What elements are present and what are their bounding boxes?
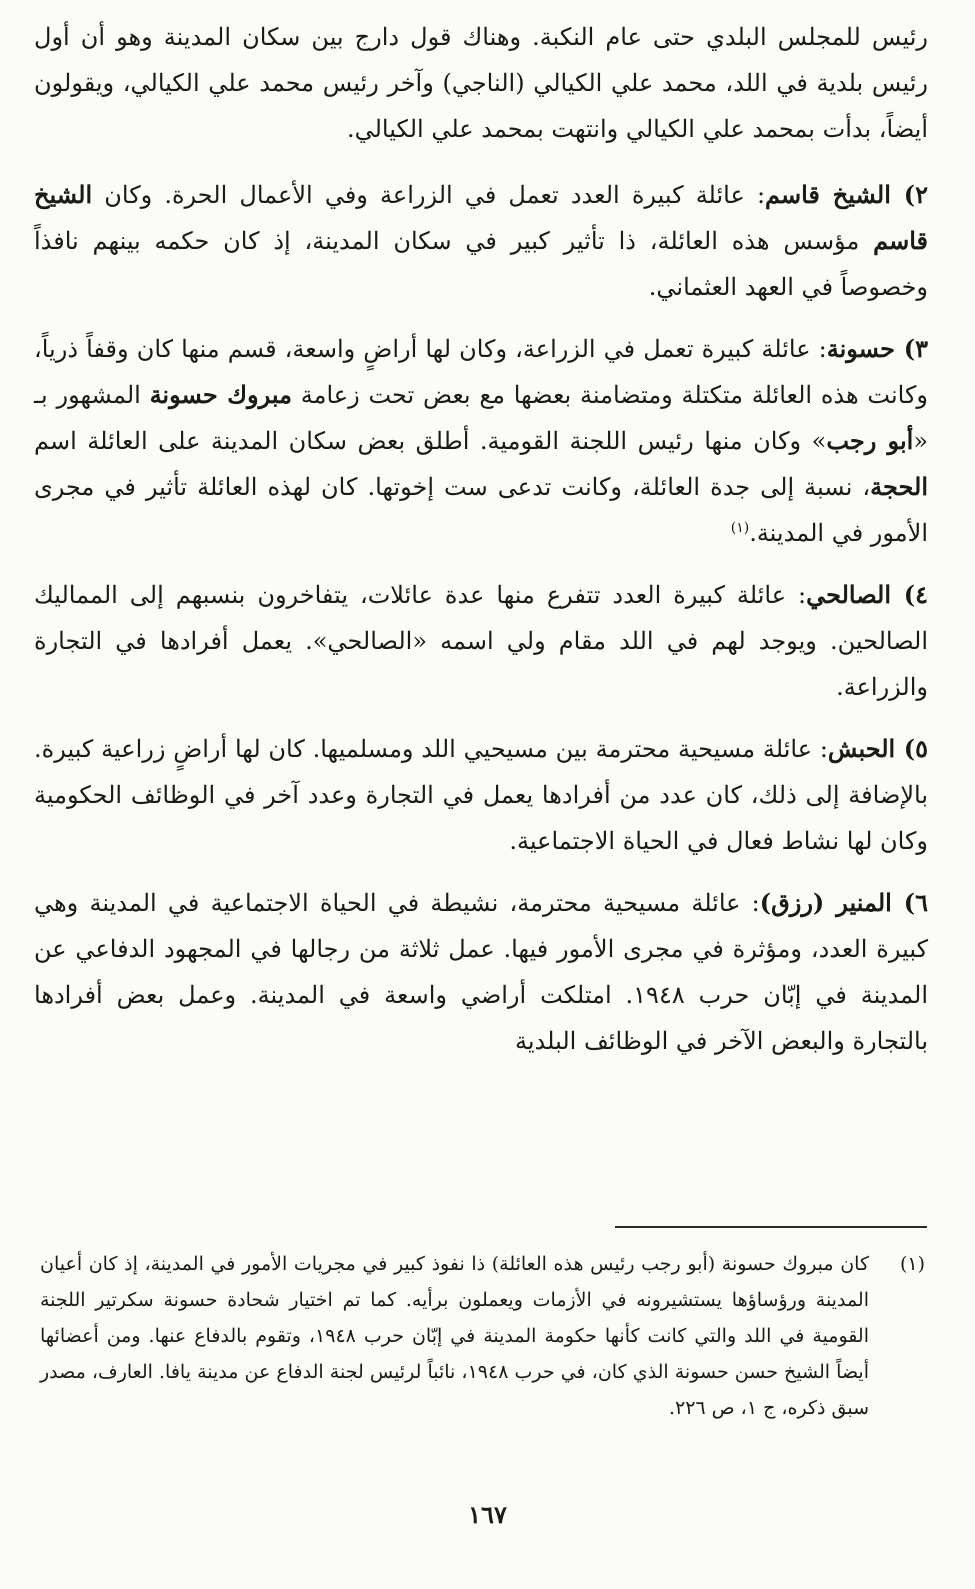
bold-name: أبو رجب (826, 426, 914, 455)
text-run: : عائلة مسيحية محترمة، نشيطة في الحياة الاجتماعية في المدينة وهي كبيرة العدد، ومؤثرة في مجرى الأمور فيها. عمل ثلاثة من رجالها في المجهود الدفاعي عن المدينة في إبّان حرب ١٩٤٨. امتلكت أراضي واسعة في المدينة. وعمل بعض أفرادها بالتجارة والبعض الآخر في الوظائف البلدية (34, 889, 928, 1055)
family-name: حسونة (826, 334, 895, 363)
footnote-marker: (١) (899, 1253, 925, 1275)
text-run: » وكان منها رئيس اللجنة القومية. أطلق بعض سكان المدينة على العائلة اسم (34, 427, 827, 455)
entry-number: ٥) (895, 734, 928, 763)
family-name: الحبش (827, 734, 896, 763)
text-run: : عائلة كبيرة العدد تتفرع منها عدة عائلات، يتفاخرون بنسبهم إلى المماليك الصالحين. ويوجد لهم في اللد مقام ولي اسمه «الصالحي». يعمل أفرادها في التجارة والزراعة. (34, 581, 928, 701)
family-name: الصالحي (806, 580, 892, 609)
family-entry (34, 172, 928, 310)
entry-number: ٦) (891, 888, 928, 917)
text-run: : عائلة مسيحية محترمة بين مسيحيي اللد ومسلميها. كان لها أراضٍ زراعية كبيرة. بالإضافة إلى ذلك، كان عدد من أفرادها يعمل في التجارة وعدد آخر في الوظائف الحكومية وكان لها نشاط فعال في الحياة الاجتماعية. (34, 735, 928, 855)
page-number: ١٦٧ (468, 1500, 507, 1529)
bold-name: الحجة (870, 472, 928, 501)
text-run: : عائلة كبيرة تعمل في الزراعة، وكان لها أراضٍ واسعة، قسم منها كان وقفاً ذرياً، وكانت هذه العائلة متكتلة ومتضامنة بعضها مع بعض تحت زعامة (34, 335, 928, 409)
text-run: المشهور بـ « (34, 381, 928, 455)
footnote-separator (615, 1226, 927, 1228)
footnotes (40, 1246, 925, 1426)
family-list (34, 172, 928, 1064)
family-entry (34, 572, 928, 710)
entry-number: ٢) (890, 180, 928, 209)
footnote-text: كان مبروك حسونة (أبو رجب رئيس هذه العائلة) ذا نفوذ كبير في مجريات الأمور في المدينة، إذ كان أعيان المدينة ورؤساؤها يستشيرونه في الأزمات ويعملون برأيه. كما تم اختيار شحادة حسونة سكرتير اللجنة القومية في اللد والتي كانت كأنها حكومة المدينة في إبّان حرب ١٩٤٨، وتقوم بالدفاع عنها. ومن أعضائها أيضاً الشيخ حسن حسونة الذي كان، في حرب ١٩٤٨، نائباً لرئيس لجنة الدفاع عن مدينة يافا. العارف، مصدر سبق ذكره، ج ١، ص ٢٢٦. (40, 1253, 869, 1419)
bold-name: مبروك حسونة (149, 380, 292, 409)
family-entry (34, 880, 928, 1064)
entry-number: ٣) (894, 334, 928, 363)
intro-paragraph: رئيس للمجلس البلدي حتى عام النكبة. وهناك قول دارج بين سكان المدينة وهو أن أول رئيس بلدية في اللد، محمد علي الكيالي (الناجي) وآخر رئيس محمد علي الكيالي، ويقولون أيضاً، بدأت بمحمد علي الكيالي وانتهت بمحمد علي الكيالي. (34, 23, 928, 143)
family-entry (34, 726, 928, 864)
family-entry (34, 326, 928, 556)
footnote-reference: (١) (730, 520, 750, 536)
main-text (34, 14, 928, 1080)
footnote-1 (40, 1246, 925, 1426)
text-run: مؤسس هذه العائلة، ذا تأثير كبير في سكان المدينة، إذ كان حكمه بينهم نافذاً وخصوصاً في العهد العثماني. (34, 227, 928, 301)
text-run: : عائلة كبيرة العدد تعمل في الزراعة وفي الأعمال الحرة. وكان (92, 181, 766, 209)
entry-number: ٤) (891, 580, 928, 609)
text-run: ، نسبة إلى جدة العائلة، وكانت تدعى ست إخوتها. كان لهذه العائلة تأثير في مجرى الأمور في المدينة. (34, 473, 928, 547)
bold-name: الشيخ قاسم (34, 180, 928, 255)
family-name: المنير (رزق) (759, 888, 892, 917)
family-name: الشيخ قاسم (765, 180, 891, 209)
